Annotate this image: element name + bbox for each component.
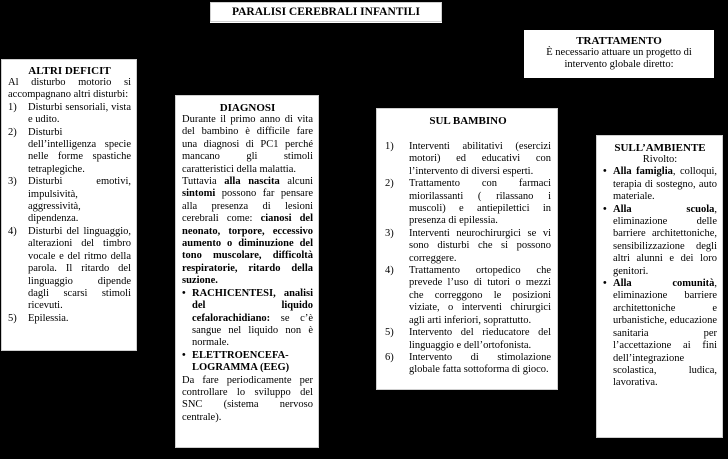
diagnosi-heading: DIAGNOSI bbox=[219, 102, 276, 114]
rachicentesi-bold: RACHICENTESI, analisi del liquido cefalorachidiano: bbox=[192, 287, 313, 324]
diagnosi-p2-a: Tuttavia bbox=[182, 176, 225, 188]
list-item bbox=[385, 265, 551, 327]
diagnosi-p2-c: alcuni bbox=[279, 176, 313, 188]
diagnosi-paragraph-3: Da fare periodicamente per controllare lo sviluppo del SNC (sistema nervoso centrale). bbox=[182, 374, 313, 423]
list-item bbox=[8, 226, 131, 313]
ambiente-item bbox=[603, 278, 717, 390]
diagram-title-text: PARALISI CEREBRALI INFANTILI bbox=[231, 6, 421, 18]
sull-ambiente-box bbox=[596, 135, 723, 438]
list-item bbox=[8, 102, 131, 127]
ambiente-item-bold: Alla comunità bbox=[613, 278, 715, 290]
diagnosi-bullet-rachicentesi bbox=[182, 288, 313, 350]
trattamento-box bbox=[524, 30, 714, 78]
bullet-icon: • bbox=[603, 278, 607, 290]
list-item bbox=[8, 127, 131, 177]
ambiente-item-text: , eliminazione delle barriere architettoniche, sensibilizzazione degli altri alunni e dei loro genitori. bbox=[613, 203, 717, 277]
eeg-bold: ELETTROENCEFA-LOGRAMMA (EEG) bbox=[192, 349, 290, 374]
list-item-text: Trattamento con farmaci miorilassanti ( rilassano i muscoli) e antiepilettici in presenza di epilessia. bbox=[409, 178, 551, 227]
diagnosi-p2-e: possono far pensare alla presenza di lesioni cerebrali come: bbox=[182, 188, 313, 225]
list-item-number: 3) bbox=[8, 176, 17, 188]
sul-bambino-box bbox=[376, 108, 558, 390]
list-item bbox=[385, 141, 551, 178]
list-item-text: Epilessia. bbox=[28, 312, 69, 324]
bullet-icon: • bbox=[182, 349, 186, 361]
diagnosi-bullet-eeg bbox=[182, 350, 313, 375]
list-item-text: Intervento del rieducatore del linguaggio e dell’ortofonista. bbox=[409, 327, 551, 351]
list-item-text: Interventi abilitativi (esercizi motori) ed educativi con l’intervento di diversi esperti. bbox=[409, 141, 551, 177]
ambiente-item-text: , eliminazione barriere architettoniche e urbanistiche, educazione sanitaria per l’accettazione ai fini dell’integrazione scolastica, ludica, lavorativa. bbox=[613, 278, 717, 389]
bullet-icon: • bbox=[603, 203, 607, 215]
list-item-number: 4) bbox=[8, 225, 17, 237]
diagram-title bbox=[210, 2, 442, 22]
diagnosi-p2-d: sintomi bbox=[182, 188, 216, 200]
diagnosi-paragraph-1: Durante il primo anno di vita del bambino è difficile fare una diagnosi di PC1 perché mancano gli stimoli caratteristici della malattia. bbox=[182, 114, 313, 175]
list-item-number: 6) bbox=[385, 351, 394, 363]
list-item-number: 3) bbox=[385, 227, 394, 239]
list-item-text: Trattamento ortopedico che prevede l’uso di tutori o mezzi che correggono le posizioni viziate, o interventi chirurgici agli arti inferiori, soprattutto. bbox=[409, 265, 551, 326]
bullet-icon: • bbox=[182, 287, 186, 299]
trattamento-text: È necessario attuare un progetto di intervento globale diretto: bbox=[546, 47, 692, 71]
ambiente-item bbox=[603, 166, 717, 203]
altri-deficit-box bbox=[1, 59, 137, 351]
list-item-text: Disturbi sensoriali, vista e udito. bbox=[28, 101, 131, 126]
diagnosi-box bbox=[175, 95, 319, 448]
sul-bambino-list bbox=[385, 141, 551, 377]
list-item-text: Disturbi dell’intelligenza specie nelle forme spastiche tetraplegiche. bbox=[28, 126, 131, 175]
list-item-number: 5) bbox=[385, 327, 394, 339]
sull-ambiente-list bbox=[603, 166, 717, 389]
list-item bbox=[8, 176, 131, 226]
ambiente-item-bold: Alla scuola bbox=[613, 203, 715, 215]
diagnosi-bullets bbox=[182, 288, 313, 375]
title-underline bbox=[210, 22, 442, 23]
list-item-text: Interventi neurochirurgici se vi sono disturbi che si possono correggere. bbox=[409, 227, 551, 264]
list-item bbox=[385, 178, 551, 228]
diagnosi-paragraph-2 bbox=[182, 176, 313, 288]
diagnosi-p2-f: cianosi del neonato, torpore, eccessivo aumento o diminuzione del tono muscolare, difficoltà respiratorie, ritardo della suzione. bbox=[182, 213, 313, 287]
ambiente-item-bold: Alla famiglia bbox=[613, 166, 673, 178]
altri-deficit-heading: ALTRI DEFICIT bbox=[28, 65, 111, 77]
list-item-text: Disturbi emotivi, impulsività, aggressività, dipendenza. bbox=[28, 176, 131, 225]
trattamento-heading: TRATTAMENTO bbox=[576, 35, 662, 47]
list-item-number: 5) bbox=[8, 312, 17, 324]
bullet-icon: • bbox=[603, 166, 607, 178]
list-item-text: Disturbi del linguaggio, alterazioni del timbro vocale e del ritmo della parola. Il ritardo del linguaggio dipende dagli scarsi stimoli ricevuti. bbox=[28, 225, 131, 312]
list-item bbox=[385, 327, 551, 352]
list-item-number: 2) bbox=[8, 126, 17, 138]
list-item-number: 1) bbox=[385, 141, 394, 152]
list-item bbox=[8, 313, 131, 325]
list-item-number: 1) bbox=[8, 101, 17, 113]
list-item-text: Intervento di stimolazione globale fatta sottoforma di gioco. bbox=[409, 351, 551, 376]
ambiente-item bbox=[603, 204, 717, 278]
list-item-number: 4) bbox=[385, 265, 394, 277]
list-item bbox=[385, 352, 551, 377]
diagnosi-p2-b: alla nascita bbox=[224, 176, 280, 188]
rachicentesi-rest: se c’è sangue nel liquido non è normale. bbox=[192, 312, 313, 349]
sul-bambino-heading: SUL BAMBINO bbox=[429, 115, 507, 127]
ambiente-item-text: , colloqui, terapia di sostegno, auto materiale. bbox=[613, 166, 717, 203]
altri-deficit-list bbox=[8, 102, 131, 325]
list-item bbox=[385, 228, 551, 265]
sull-ambiente-sub: Rivolto: bbox=[642, 154, 678, 165]
sull-ambiente-heading: SULL’AMBIENTE bbox=[614, 142, 706, 154]
altri-deficit-intro: Al disturbo motorio si accompagnano altri disturbi: bbox=[8, 77, 131, 101]
list-item-number: 2) bbox=[385, 178, 394, 190]
